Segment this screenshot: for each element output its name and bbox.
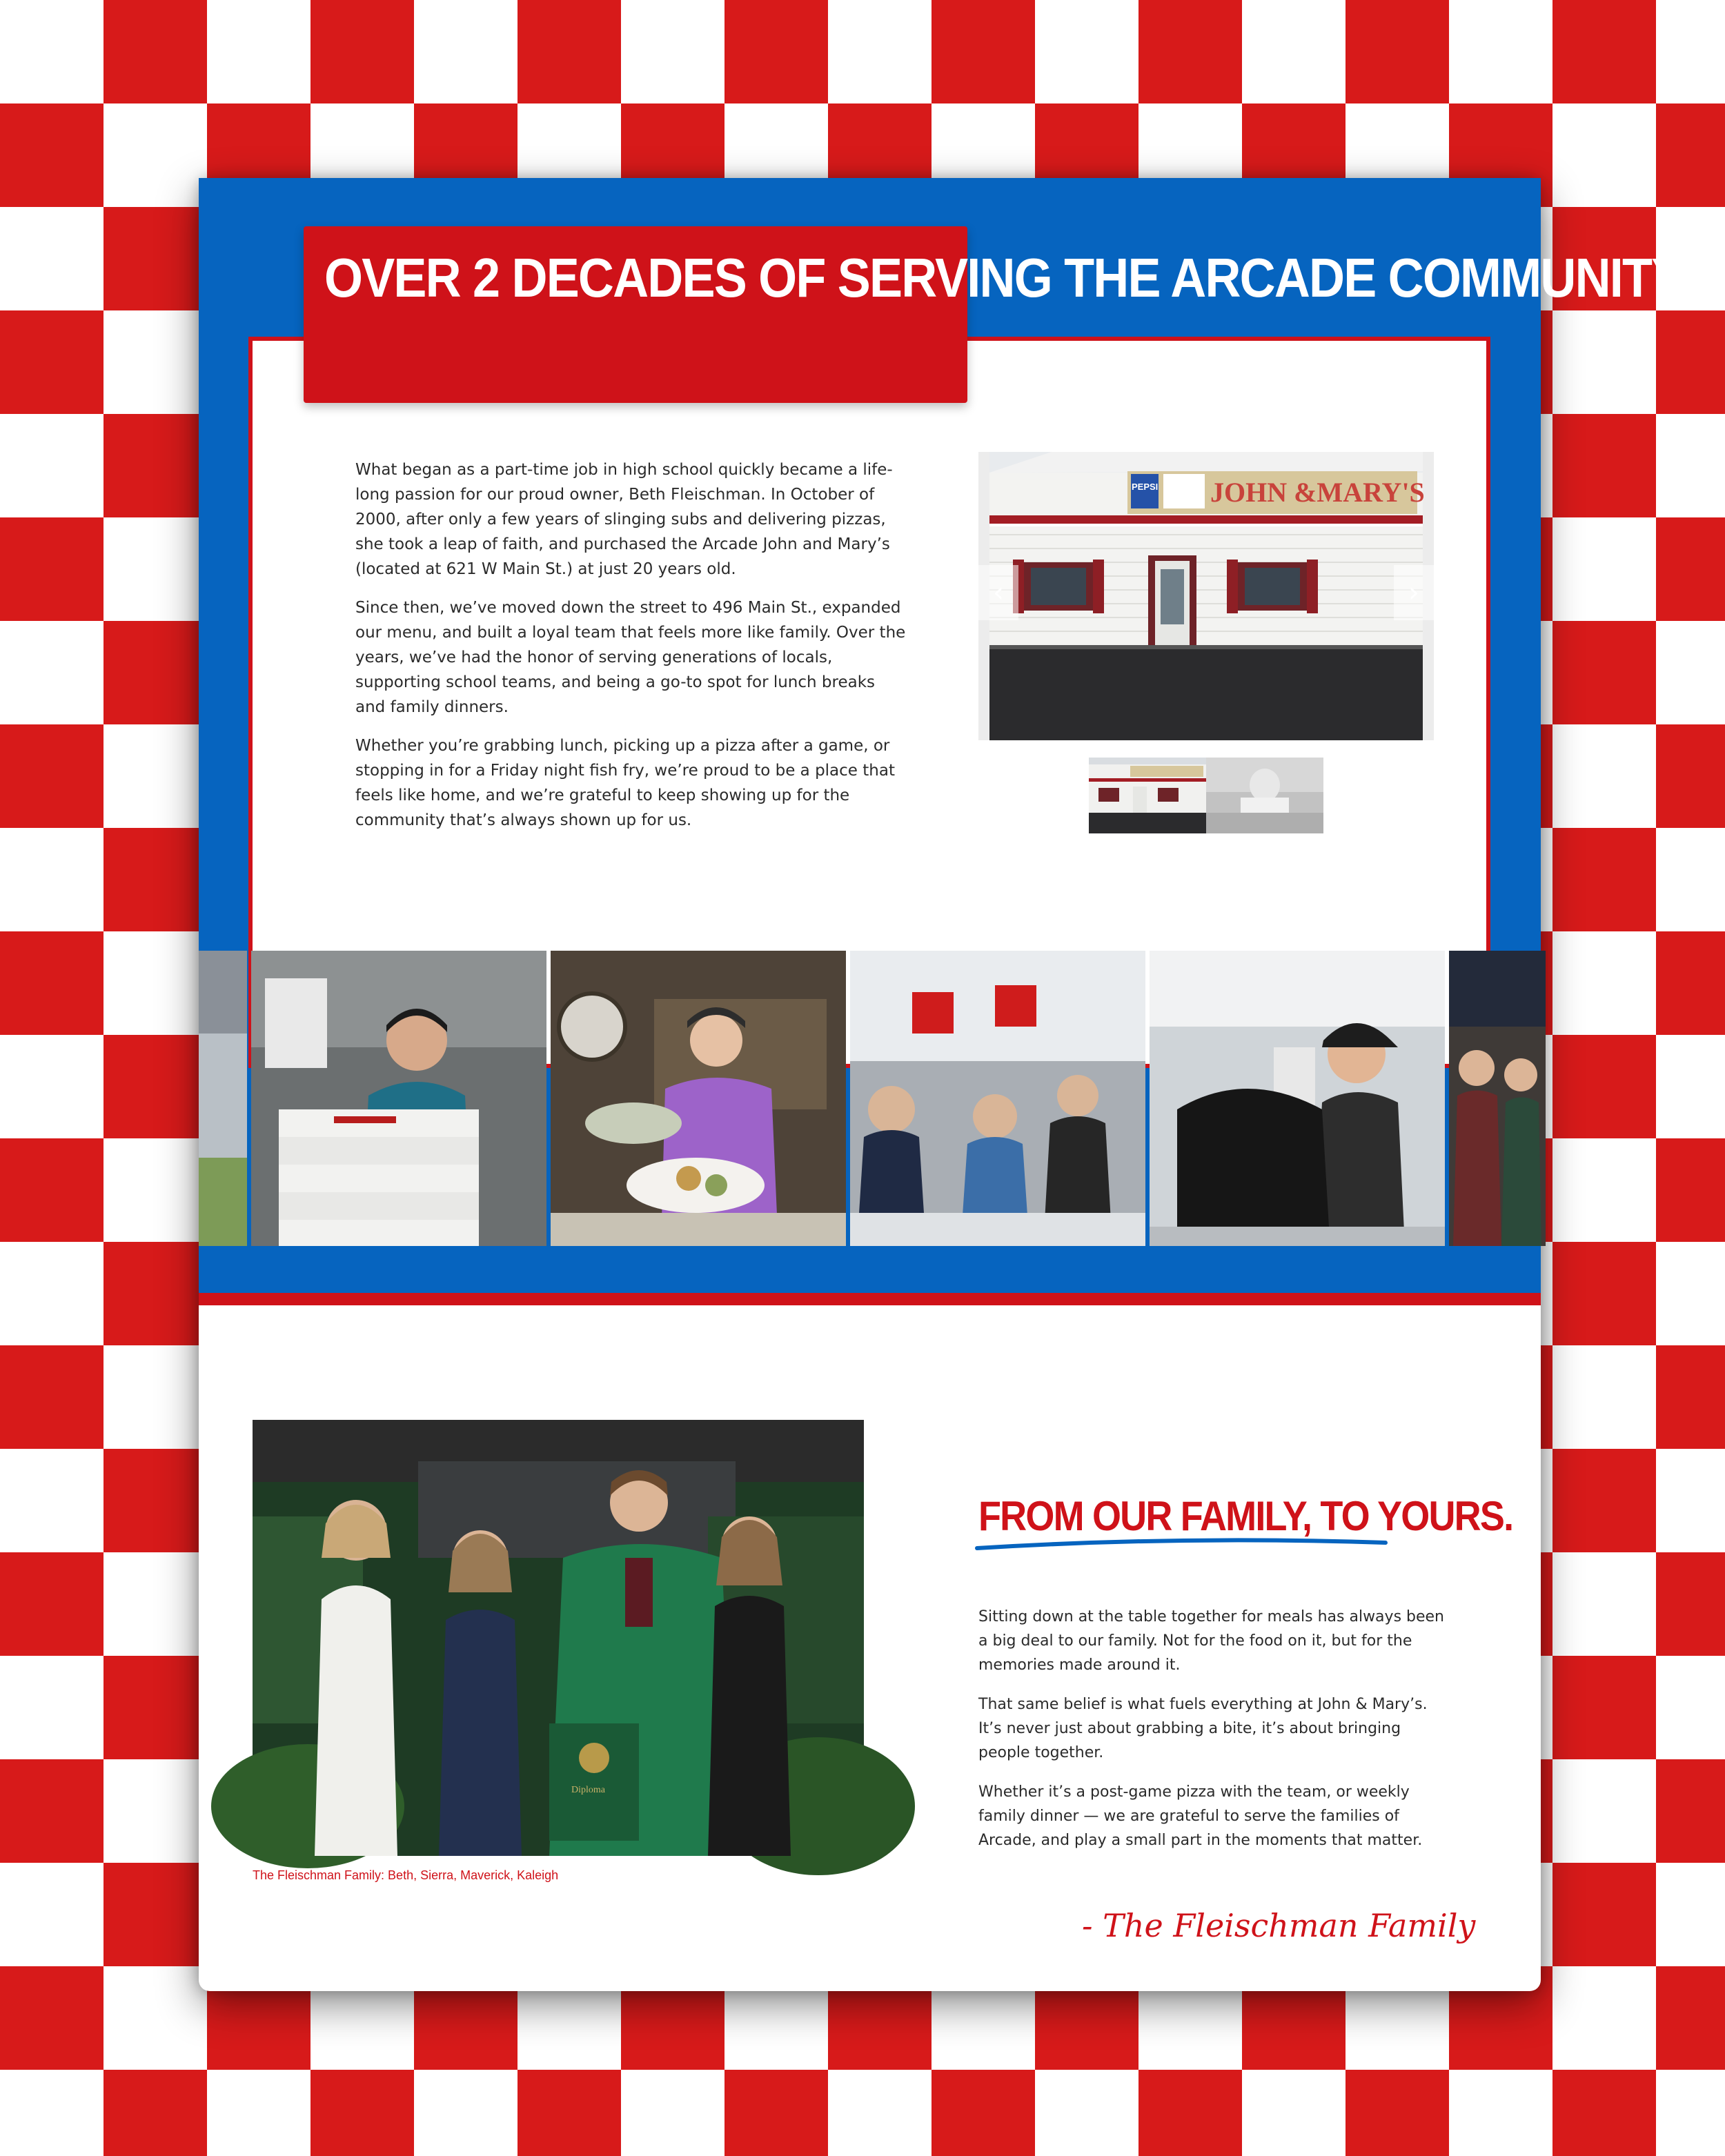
family-text bbox=[978, 1605, 1448, 1868]
intro-paragraph: Whether you’re grabbing lunch, picking up a pizza after a game, or stopping in for a Friday night fish fry, we’re proud to be a place that feels like home, and we’re grateful to keep showing up for the community that’s always shown up for us. bbox=[355, 737, 895, 829]
family-heading: FROM OUR FAMILY, TO YOURS. bbox=[978, 1493, 1513, 1539]
gallery-photo bbox=[850, 951, 1145, 1246]
section-divider bbox=[199, 1293, 1541, 1305]
family-paragraph: Sitting down at the table together for meals has always been a big deal to our family. Not for the food on it, but for the memories made around it. bbox=[978, 1608, 1444, 1674]
gallery-photo bbox=[1449, 951, 1546, 1246]
intro-text bbox=[355, 457, 907, 847]
family-paragraph: Whether it’s a post-game pizza with the team, or weekly family dinner — we are grateful to serve the families of Arcade, and play a small part in the moments that matter. bbox=[978, 1783, 1423, 1849]
title-banner bbox=[304, 226, 1684, 403]
family-photo bbox=[253, 1420, 864, 1856]
slider-next-arrow-icon[interactable]: › bbox=[1394, 565, 1434, 620]
gallery-photo bbox=[551, 951, 846, 1246]
gallery-photo bbox=[1150, 951, 1445, 1246]
family-signature: - The Fleischman Family bbox=[1082, 1907, 1476, 1944]
diploma-label: Diploma bbox=[571, 1785, 605, 1795]
thumbnail-vintage[interactable] bbox=[1206, 758, 1323, 833]
intro-paragraph: Since then, we’ve moved down the street to 496 Main St., expanded our menu, and built a loyal team that feels more like family. Over the years, we’ve had the honor of serving generations of locals, supporting school teams, and being a go-to spot for lunch breaks and family dinners. bbox=[355, 599, 906, 716]
restaurant-photo bbox=[989, 452, 1423, 740]
sign-brand-text: PEPSI bbox=[1132, 482, 1159, 492]
family-photo-caption: The Fleischman Family: Beth, Sierra, Maverick, Kaleigh bbox=[253, 1868, 559, 1882]
sign-name-text: JOHN &MARY'S bbox=[1210, 477, 1425, 508]
gallery-photo bbox=[251, 951, 546, 1246]
slider-thumbnails bbox=[1089, 758, 1323, 833]
image-slider[interactable] bbox=[978, 452, 1434, 740]
gallery-photo bbox=[199, 951, 247, 1246]
heading-underline-decoration bbox=[972, 1533, 1392, 1554]
slider-prev-arrow-icon[interactable]: ‹ bbox=[978, 565, 1018, 620]
section-title: OVER 2 DECADES OF SERVING THE ARCADE COMMUNITY bbox=[324, 247, 1684, 308]
thumbnail-storefront[interactable] bbox=[1089, 758, 1206, 833]
intro-paragraph: What began as a part-time job in high school quickly became a life-long passion for our proud owner, Beth Fleischman. In October of 2000, after only a few years of slinging subs and delivering pizzas, she took a leap of faith, and purchased the Arcade John and Mary’s (located at 621 W Main St.) at just 20 years old. bbox=[355, 461, 893, 578]
family-paragraph: That same belief is what fuels everything at John & Mary’s. It’s never just about grabbing a bite, it’s about bringing people together. bbox=[978, 1696, 1428, 1761]
history-section bbox=[199, 178, 1684, 1298]
page-card bbox=[199, 178, 1684, 1991]
staff-photo-gallery bbox=[199, 951, 1541, 1246]
